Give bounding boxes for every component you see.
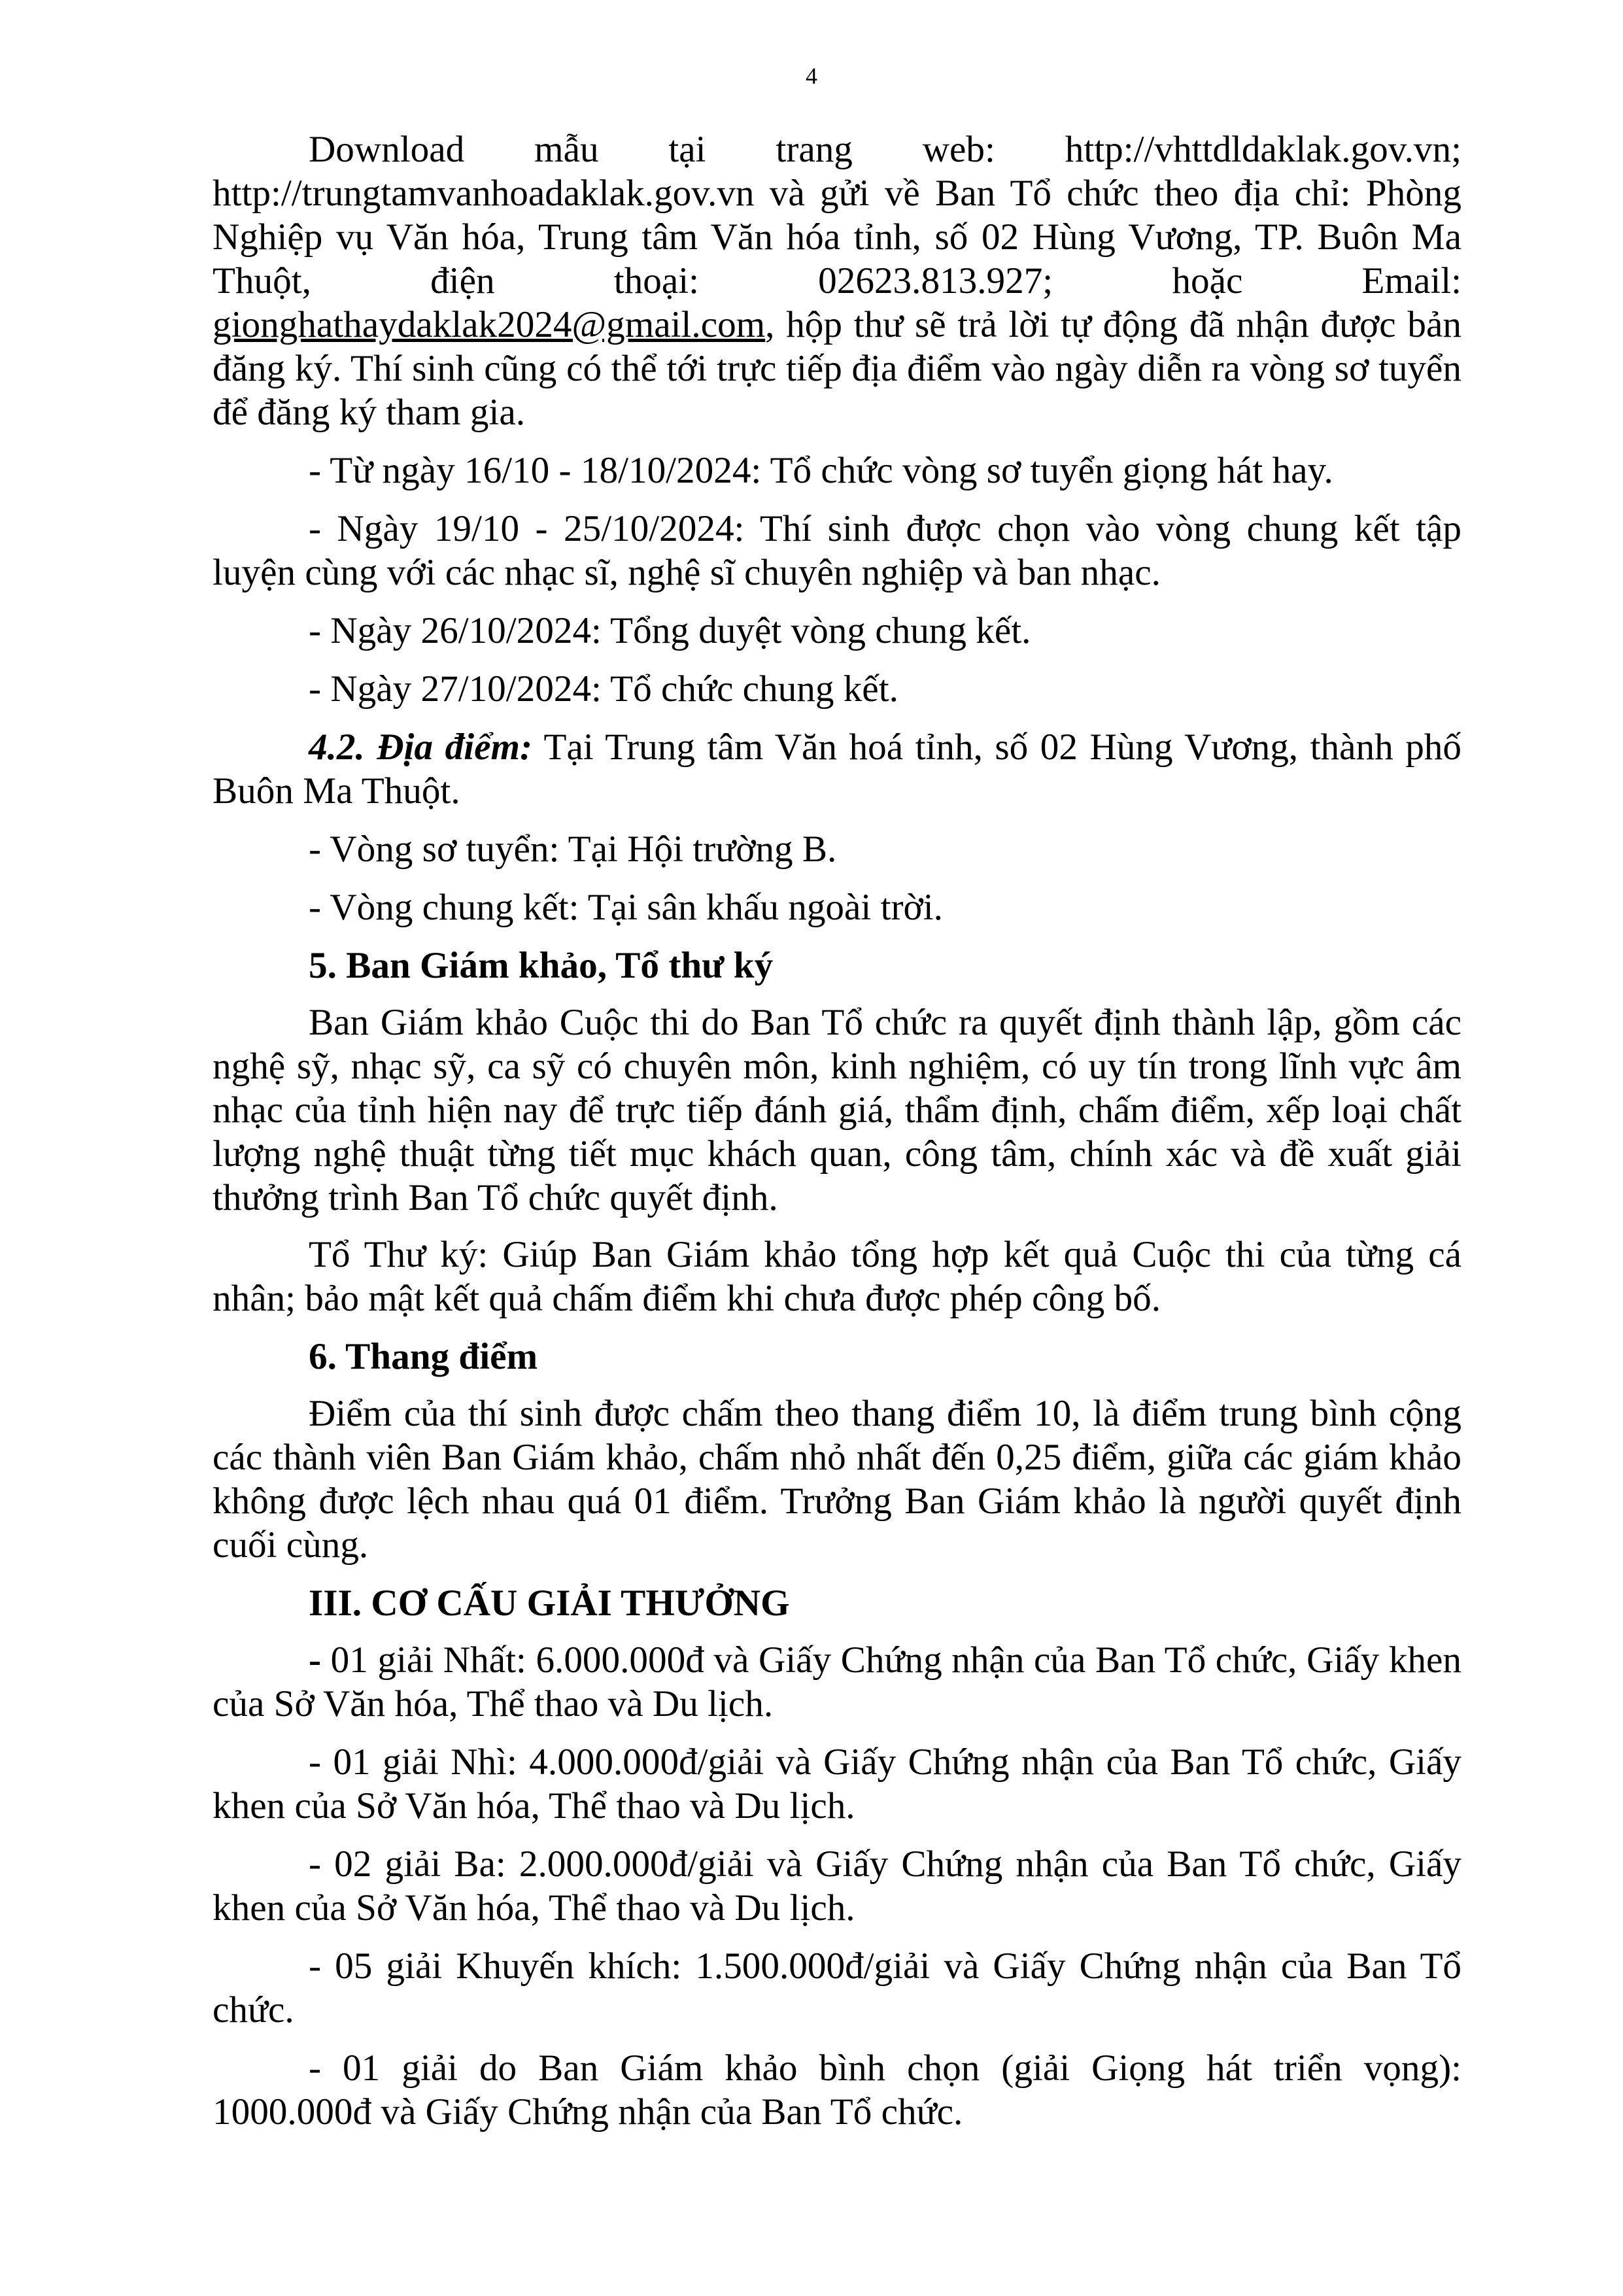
prize-item: - 01 giải do Ban Giám khảo bình chọn (giải Giọng hát triển vọng): 1000.000đ và Giấy Chứng nhận của Ban Tổ chức. bbox=[213, 2048, 1461, 2133]
schedule-item: - Từ ngày 16/10 - 18/10/2024: Tổ chức vòng sơ tuyển giọng hát hay. bbox=[309, 450, 1333, 491]
page-number: 4 bbox=[806, 63, 817, 89]
prize-item: - 05 giải Khuyến khích: 1.500.000đ/giải và Giấy Chứng nhận của Ban Tổ chức. bbox=[213, 1945, 1461, 2030]
location-item: - Vòng chung kết: Tại sân khấu ngoài trời. bbox=[309, 887, 943, 928]
schedule-item: - Ngày 26/10/2024: Tổng duyệt vòng chung kết. bbox=[309, 610, 1031, 651]
section-6-heading: 6. Thang điểm bbox=[309, 1336, 538, 1377]
prize-item: - 01 giải Nhì: 4.000.000đ/giải và Giấy Chứng nhận của Ban Tổ chức, Giấy khen của Sở Văn hóa, Thể thao và Du lịch. bbox=[213, 1741, 1461, 1826]
section-iii-heading: III. CƠ CẤU GIẢI THƯỞNG bbox=[309, 1583, 790, 1624]
schedule-item: - Ngày 19/10 - 25/10/2024: Thí sinh được chọn vào vòng chung kết tập luyện cùng với các nhạc sĩ, nghệ sĩ chuyên nghiệp và ban nhạc. bbox=[213, 508, 1461, 593]
registration-text-start: Download mẫu tại trang web: http://vhttdldaklak.gov.vn; http://trungtamvanhoadaklak.gov.vn và gửi về Ban Tổ chức theo địa chỉ: Phòng Nghiệp vụ Văn hóa, Trung tâm Văn hóa tỉnh, số 02 Hùng Vương, TP. Buôn Ma Thuột, điện thoại: 02623.813.927; hoặc Email: bbox=[213, 129, 1461, 301]
prize-item: - 02 giải Ba: 2.000.000đ/giải và Giấy Chứng nhận của Ban Tổ chức, Giấy khen của Sở Văn hóa, Thể thao và Du lịch. bbox=[213, 1843, 1461, 1928]
scoring-paragraph: Điểm của thí sinh được chấm theo thang điểm 10, là điểm trung bình cộng các thành viên Ban Giám khảo, chấm nhỏ nhất đến 0,25 điểm, giữa các giám khảo không được lệch nhau quá 01 điểm. Trưởng Ban Giám khảo là người quyết định cuối cùng. bbox=[213, 1393, 1461, 1566]
location-label: 4.2. Địa điểm: bbox=[309, 727, 533, 768]
secretariat-paragraph: Tổ Thư ký: Giúp Ban Giám khảo tổng hợp kết quả Cuộc thi của từng cá nhân; bảo mật kết quả chấm điểm khi chưa được phép công bố. bbox=[213, 1234, 1461, 1319]
prize-text: 01 giải Nhất: 6.000.000đ và Giấy Chứng nhận của Ban Tổ chức, Giấy khen của Sở Văn hóa, Thể thao và Du lịch. bbox=[213, 1639, 1461, 1724]
prize-dash: - bbox=[309, 1639, 322, 1681]
section-5-heading: 5. Ban Giám khảo, Tổ thư ký bbox=[309, 945, 774, 986]
location-item: - Vòng sơ tuyển: Tại Hội trường B. bbox=[309, 829, 837, 870]
registration-paragraph bbox=[213, 128, 1461, 434]
jury-paragraph: Ban Giám khảo Cuộc thi do Ban Tổ chức ra quyết định thành lập, gồm các nghệ sỹ, nhạc sỹ, ca sỹ có chuyên môn, kinh nghiệm, có uy tín trong lĩnh vực âm nhạc của tỉnh hiện nay để trực tiếp đánh giá, thẩm định, chấm điểm, xếp loại chất lượng nghệ thuật từng tiết mục khách quan, công tâm, chính xác và đề xuất giải thưởng trình Ban Tổ chức quyết định. bbox=[213, 1002, 1461, 1218]
email-link[interactable]: gionghathaydaklak2024@gmail.com bbox=[213, 304, 766, 345]
document-body bbox=[213, 128, 1461, 2134]
location-text: Tại Trung tâm Văn hoá tỉnh, số 02 Hùng Vương, thành phố Buôn Ma Thuột. bbox=[213, 727, 1461, 812]
schedule-item: - Ngày 27/10/2024: Tổ chức chung kết. bbox=[309, 668, 898, 710]
location-paragraph bbox=[213, 725, 1461, 813]
prize-item bbox=[213, 1638, 1461, 1726]
registration-text-end: , hộp thư sẽ trả lời tự động đã nhận được bản đăng ký. Thí sinh cũng có thể tới trực tiếp địa điểm vào ngày diễn ra vòng sơ tuyển để đăng ký tham gia. bbox=[213, 304, 1461, 433]
